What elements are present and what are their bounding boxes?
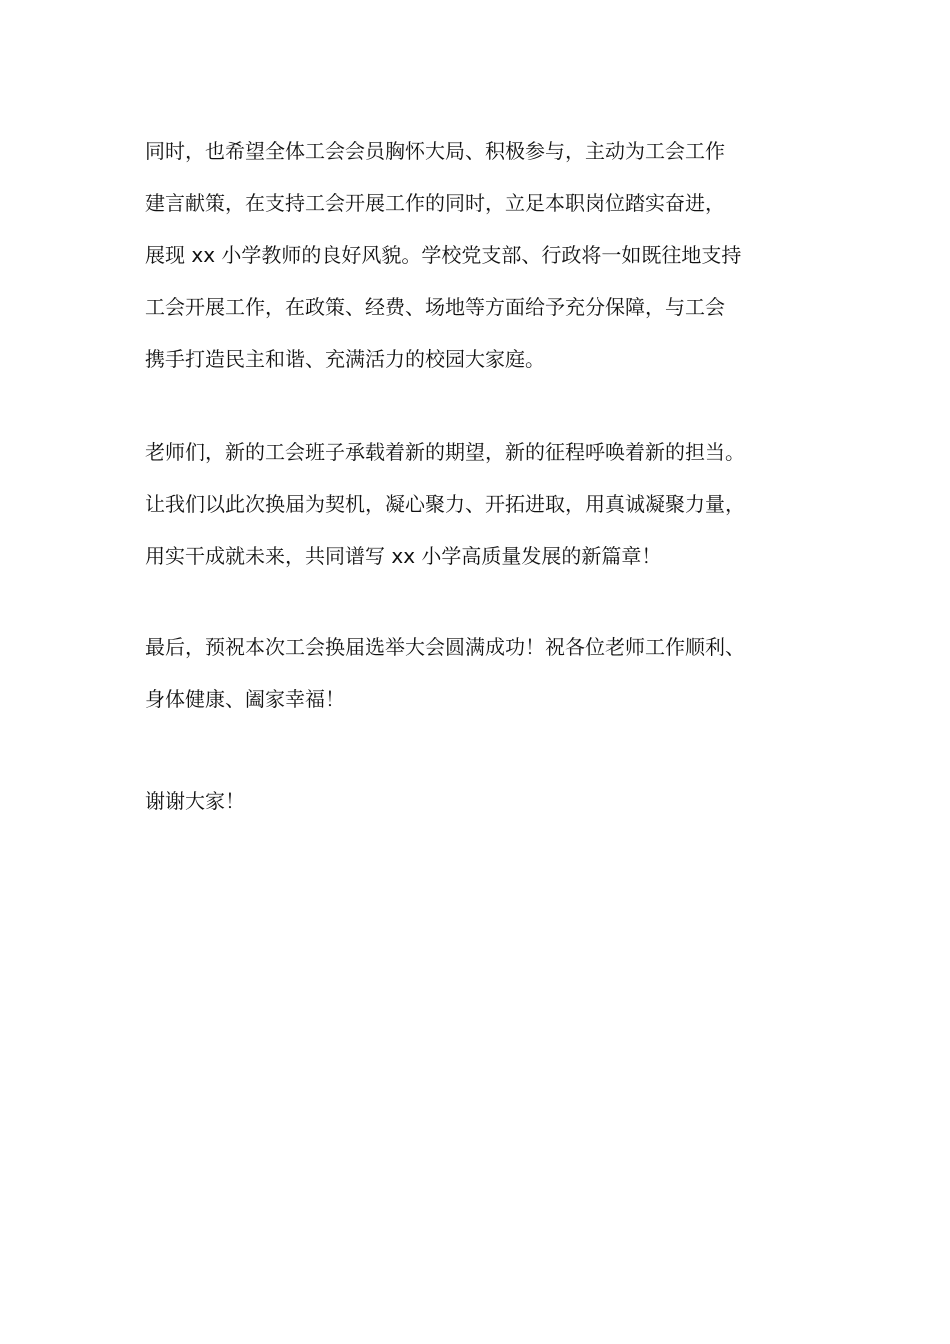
paragraph-support-call bbox=[145, 125, 845, 385]
paragraph-wishes bbox=[145, 621, 845, 725]
paragraph-line: 身体健康、阖家幸福！ bbox=[145, 687, 345, 711]
paragraph-line: 同时，也希望全体工会会员胸怀大局、积极参与，主动为工会工作 bbox=[145, 139, 725, 163]
paragraph-line: 展现 xx 小学教师的良好风貌。学校党支部、行政将一如既往地支持 bbox=[145, 243, 742, 267]
paragraph-line: 工会开展工作，在政策、经费、场地等方面给予充分保障，与工会 bbox=[145, 295, 725, 319]
paragraph-new-mission bbox=[145, 426, 845, 582]
paragraph-line: 建言献策，在支持工会开展工作的同时，立足本职岗位踏实奋进， bbox=[145, 191, 725, 215]
paragraph-line: 让我们以此次换届为契机，凝心聚力、开拓进取，用真诚凝聚力量， bbox=[145, 492, 745, 516]
paragraph-line: 老师们，新的工会班子承载着新的期望，新的征程呼唤着新的担当。 bbox=[145, 440, 745, 464]
paragraph-line: 用实干成就未来，共同谱写 xx 小学高质量发展的新篇章！ bbox=[145, 544, 662, 568]
paragraph-line: 最后，预祝本次工会换届选举大会圆满成功！祝各位老师工作顺利、 bbox=[145, 635, 745, 659]
paragraph-line: 谢谢大家！ bbox=[145, 789, 245, 813]
paragraph-line: 携手打造民主和谐、充满活力的校园大家庭。 bbox=[145, 347, 545, 371]
paragraph-thanks bbox=[145, 775, 845, 827]
